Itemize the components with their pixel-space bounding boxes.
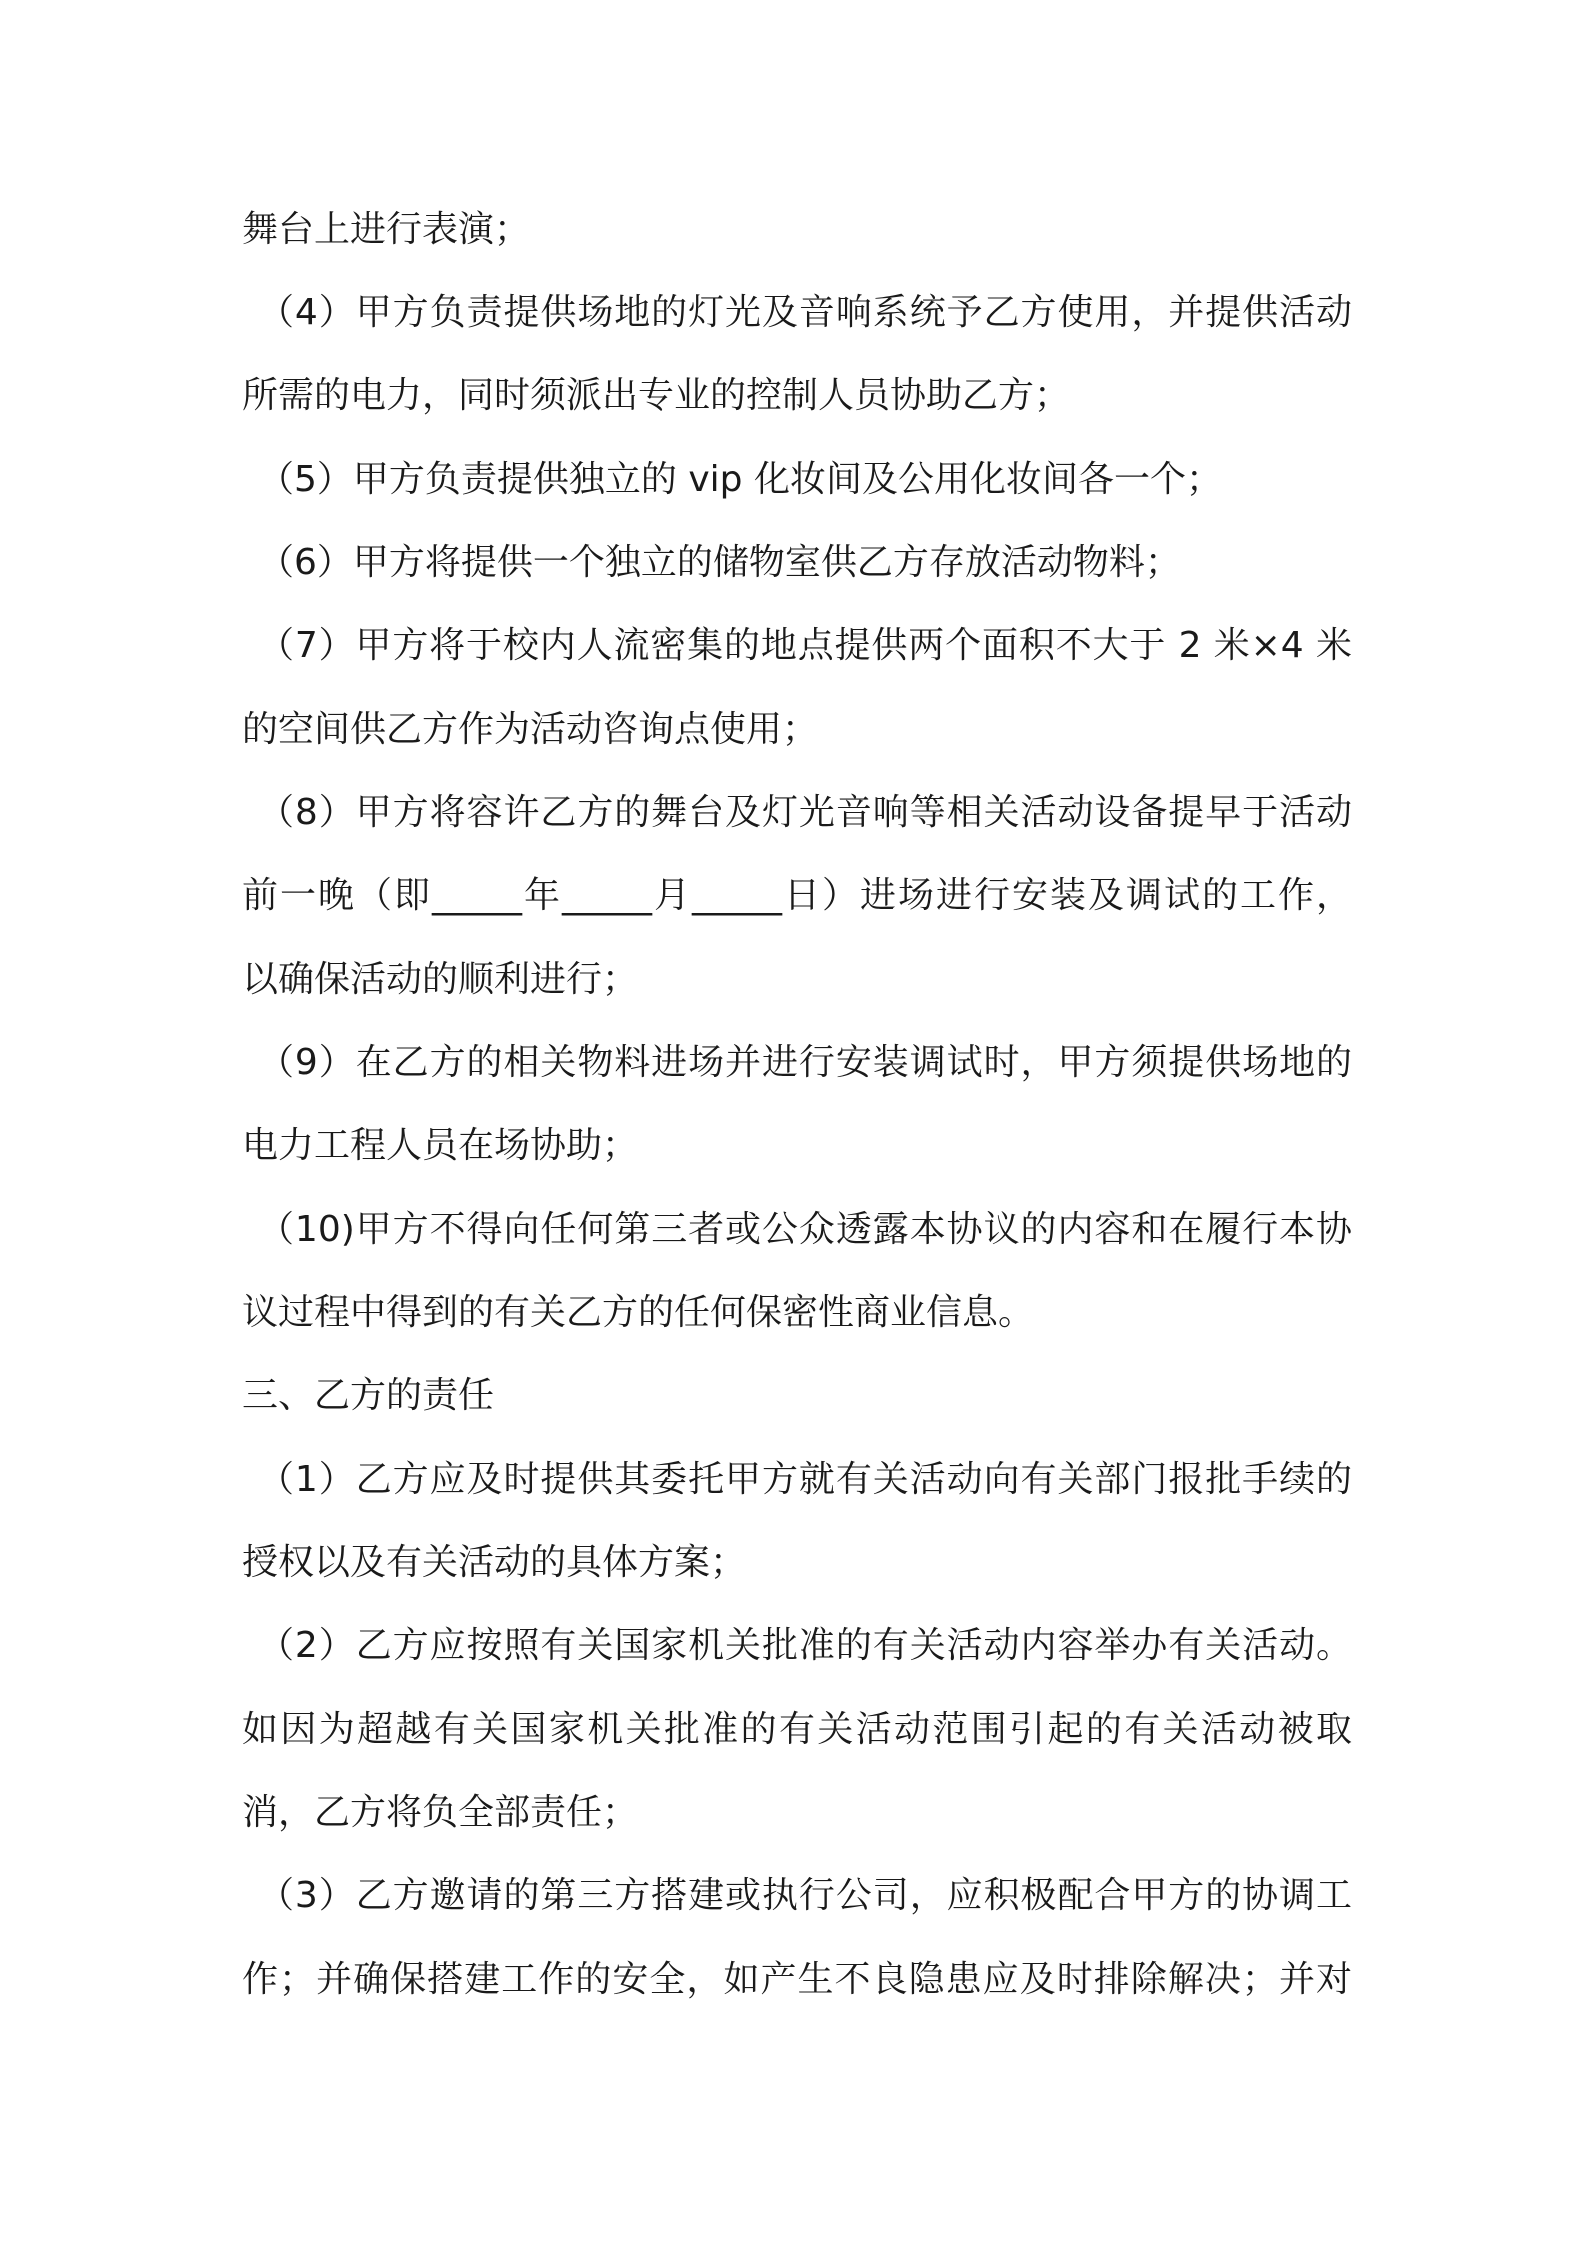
text-line-3: 所需的电力，同时须派出专业的控制人员协助乙方； — [242, 375, 1071, 416]
text-line-6: （7）甲方将于校内人流密集的地点提供两个面积不大于 2 米×4 米 — [258, 625, 1352, 666]
text-line-14: 议过程中得到的有关乙方的任何保密性商业信息。 — [242, 1292, 1035, 1333]
text-line-10: 以确保活动的顺利进行； — [242, 959, 639, 1000]
text-line-11: （9）在乙方的相关物料进场并进行安装调试时，甲方须提供场地的 — [258, 1042, 1352, 1083]
text-line-20: 消，乙方将负全部责任； — [242, 1792, 639, 1833]
text-line-16: （1）乙方应及时提供其委托甲方就有关活动向有关部门报批手续的 — [258, 1459, 1352, 1500]
text-line-4: （5）甲方负责提供独立的 vip 化妆间及公用化妆间各一个； — [258, 459, 1222, 500]
text-line-21: （3）乙方邀请的第三方搭建或执行公司，应积极配合甲方的协调工 — [258, 1875, 1352, 1916]
text-line-18: （2）乙方应按照有关国家机关批准的有关活动内容举办有关活动。 — [258, 1625, 1352, 1666]
text-line-8: （8）甲方将容许乙方的舞台及灯光音响等相关活动设备提早于活动 — [258, 792, 1352, 833]
text-line-9: 前一晚（即_____年_____月_____日）进场进行安装及调试的工作， — [242, 875, 1352, 916]
section-heading: 三、乙方的责任 — [242, 1375, 495, 1416]
text-line-22: 作；并确保搭建工作的安全，如产生不良隐患应及时排除解决；并对 — [242, 1959, 1352, 2000]
text-line-1: 舞台上进行表演； — [242, 209, 531, 250]
text-line-13: （10)甲方不得向任何第三者或公众透露本协议的内容和在履行本协 — [258, 1209, 1352, 1250]
text-line-7: 的空间供乙方作为活动咨询点使用； — [242, 709, 819, 750]
text-line-5: （6）甲方将提供一个独立的储物室供乙方存放活动物料； — [258, 542, 1181, 583]
text-line-19: 如因为超越有关国家机关批准的有关活动范围引起的有关活动被取 — [242, 1709, 1352, 1750]
text-line-2: （4）甲方负责提供场地的灯光及音响系统予乙方使用，并提供活动 — [258, 292, 1352, 333]
text-line-17: 授权以及有关活动的具体方案； — [242, 1542, 747, 1583]
text-line-12: 电力工程人员在场协助； — [242, 1125, 639, 1166]
